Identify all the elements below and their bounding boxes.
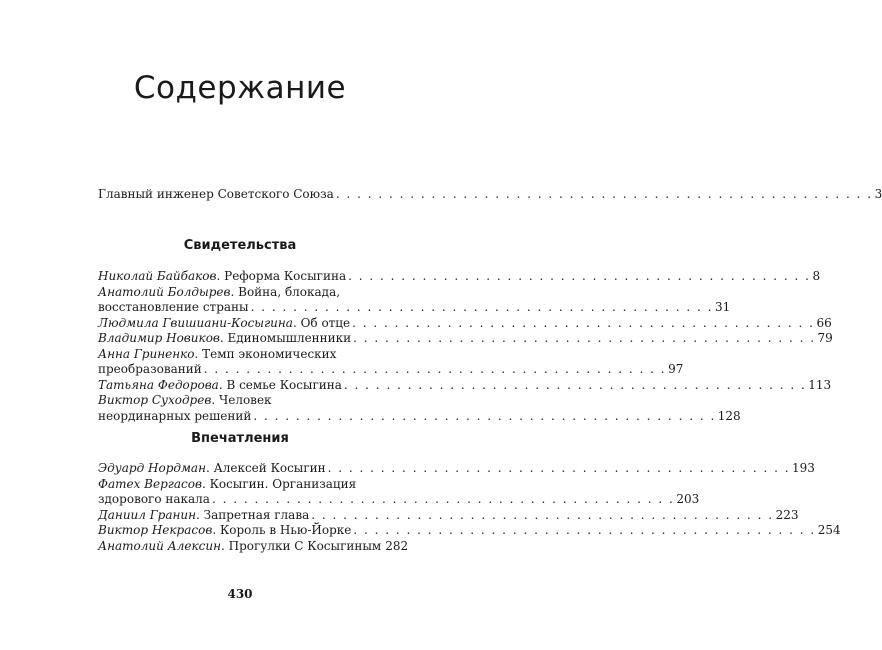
toc-entry-line1 [98,347,385,363]
toc-entry [98,538,409,555]
leader-dots: . . . . . . . . . . . . . . . . . . . . . . . . . . . . . . . . . . . . . . . . . . . . [250,300,713,314]
entry-page: 3 [874,187,882,201]
entry-title: . Темп экономических [194,346,337,361]
leader-dots: . . . . . . . . . . . . . . . . . . . . . . . . . . . . . . . . . . . . . . . . . . . . [343,377,807,392]
page-title: Содержание [133,70,347,106]
leader-dots: . . . . . . . . . . . . . . . . . . . . . . . . . . . . . . . . . . . . . . . . . . . . [311,507,774,522]
entry-title-cont: преобразований [98,362,202,376]
leader-dots: . . . . . . . . . . . . . . . . . . . . . . . . . . . . . . . . . . . . . . . . . . . . [353,523,816,537]
entry-title: . Прогулки С Косыгиным [221,538,382,553]
entry-title-cont: восстановление страны [98,300,249,314]
entry-page: 113 [808,377,832,392]
entry-title: . Король в Нью-Йорке [212,523,352,537]
toc-entry [98,187,882,203]
entry-author: Фатех Вергасов [98,476,202,491]
entry-page: 223 [775,507,799,522]
toc-entry-line1 [98,285,385,301]
leader-dots: . . . . . . . . . . . . . . . . . . . . . . . . . . . . . . . . . . . . . . . . . . . . [353,331,816,345]
entry-page: 97 [668,362,684,376]
toc-entry [98,492,700,508]
toc-entry [98,523,841,539]
toc-entry [98,377,832,394]
entry-title: . Единомышленники [219,331,352,345]
entry-author: Виктор Некрасов [98,523,213,537]
toc-entry [98,507,799,524]
entry-page: 128 [717,408,741,423]
leader-dots: . . . . . . . . . . . . . . . . . . . . . . . . . . . . . . . . . . . . . . . . . . . . [327,461,791,475]
entry-author: Владимир Новиков [98,331,220,345]
entry-author: Эдуард Нордман [98,461,206,475]
entry-author: Анатолий Болдырев [98,284,231,299]
entry-page: 203 [676,492,700,506]
entry-author: Анатолий Алексин [98,538,222,553]
entry-page: 79 [817,331,833,345]
toc-entry-line1 [98,477,385,493]
entry-page: 8 [812,269,821,283]
entry-title: . Война, блокада, [230,284,341,299]
entry-page: 193 [792,461,815,475]
toc-entry-line1 [98,393,385,409]
toc-entry [98,269,821,285]
page-number: 430 [227,587,253,601]
toc-entry [98,408,741,425]
entry-title-cont: здорового накала [98,492,210,506]
entry-page: 66 [816,315,832,330]
entry-author: Николай Байбаков [98,269,217,283]
section-heading-testimonies: Свидетельства [183,238,297,253]
toc-entry [98,331,833,347]
leader-dots: . . . . . . . . . . . . . . . . . . . . . . . . . . . . . . . . . . . . . . . . . . . . . . . . . . . [335,187,873,201]
entry-title: . В семье Косыгина [218,377,342,392]
entry-title: . Алексей Косыгин [206,461,326,475]
leader-dots: . . . . . . . . . . . . . . . . . . . . . . . . . . . . . . . . . . . . . . . . . . . . [203,362,667,376]
entry-title: . Запретная глава [196,507,310,522]
entry-title-cont: неординарных решений [98,408,252,423]
toc-intro [98,187,882,203]
entry-page: 31 [714,300,731,314]
entry-title: Главный инженер Советского Союза [98,187,334,201]
entry-title: . Реформа Косыгина [216,269,347,283]
toc-entry [98,362,684,378]
entry-page: 254 [817,523,841,537]
entry-author: Татьяна Федорова [98,377,219,392]
toc-section-testimonies [98,269,833,424]
toc-entry [98,461,815,477]
leader-dots: . . . . . . . . . . . . . . . . . . . . . . . . . . . . . . . . . . . . . . . . . . . . [352,315,815,330]
entry-page: 282 [385,538,409,553]
entry-title: . Косыгин. Организация [201,476,357,491]
leader-dots: . . . . . . . . . . . . . . . . . . . . . . . . . . . . . . . . . . . . . . . . . . . . [348,269,811,283]
entry-title: . Человек [211,393,272,407]
entry-author: Анна Гриненко [98,346,195,361]
entry-author: Виктор Суходрев [98,393,212,407]
entry-title: . Об отце [292,315,351,330]
toc-entry [98,315,832,332]
section-heading-impressions: Впечатления [191,431,289,446]
toc-section-impressions [98,461,841,554]
entry-author: Даниил Гранин [98,507,197,522]
toc-entry [98,300,731,316]
leader-dots: . . . . . . . . . . . . . . . . . . . . . . . . . . . . . . . . . . . . . . . . . . . . [211,492,675,506]
leader-dots: . . . . . . . . . . . . . . . . . . . . . . . . . . . . . . . . . . . . . . . . . . . . [253,408,716,423]
entry-author: Людмила Гвишиани-Косыгина [98,315,293,330]
